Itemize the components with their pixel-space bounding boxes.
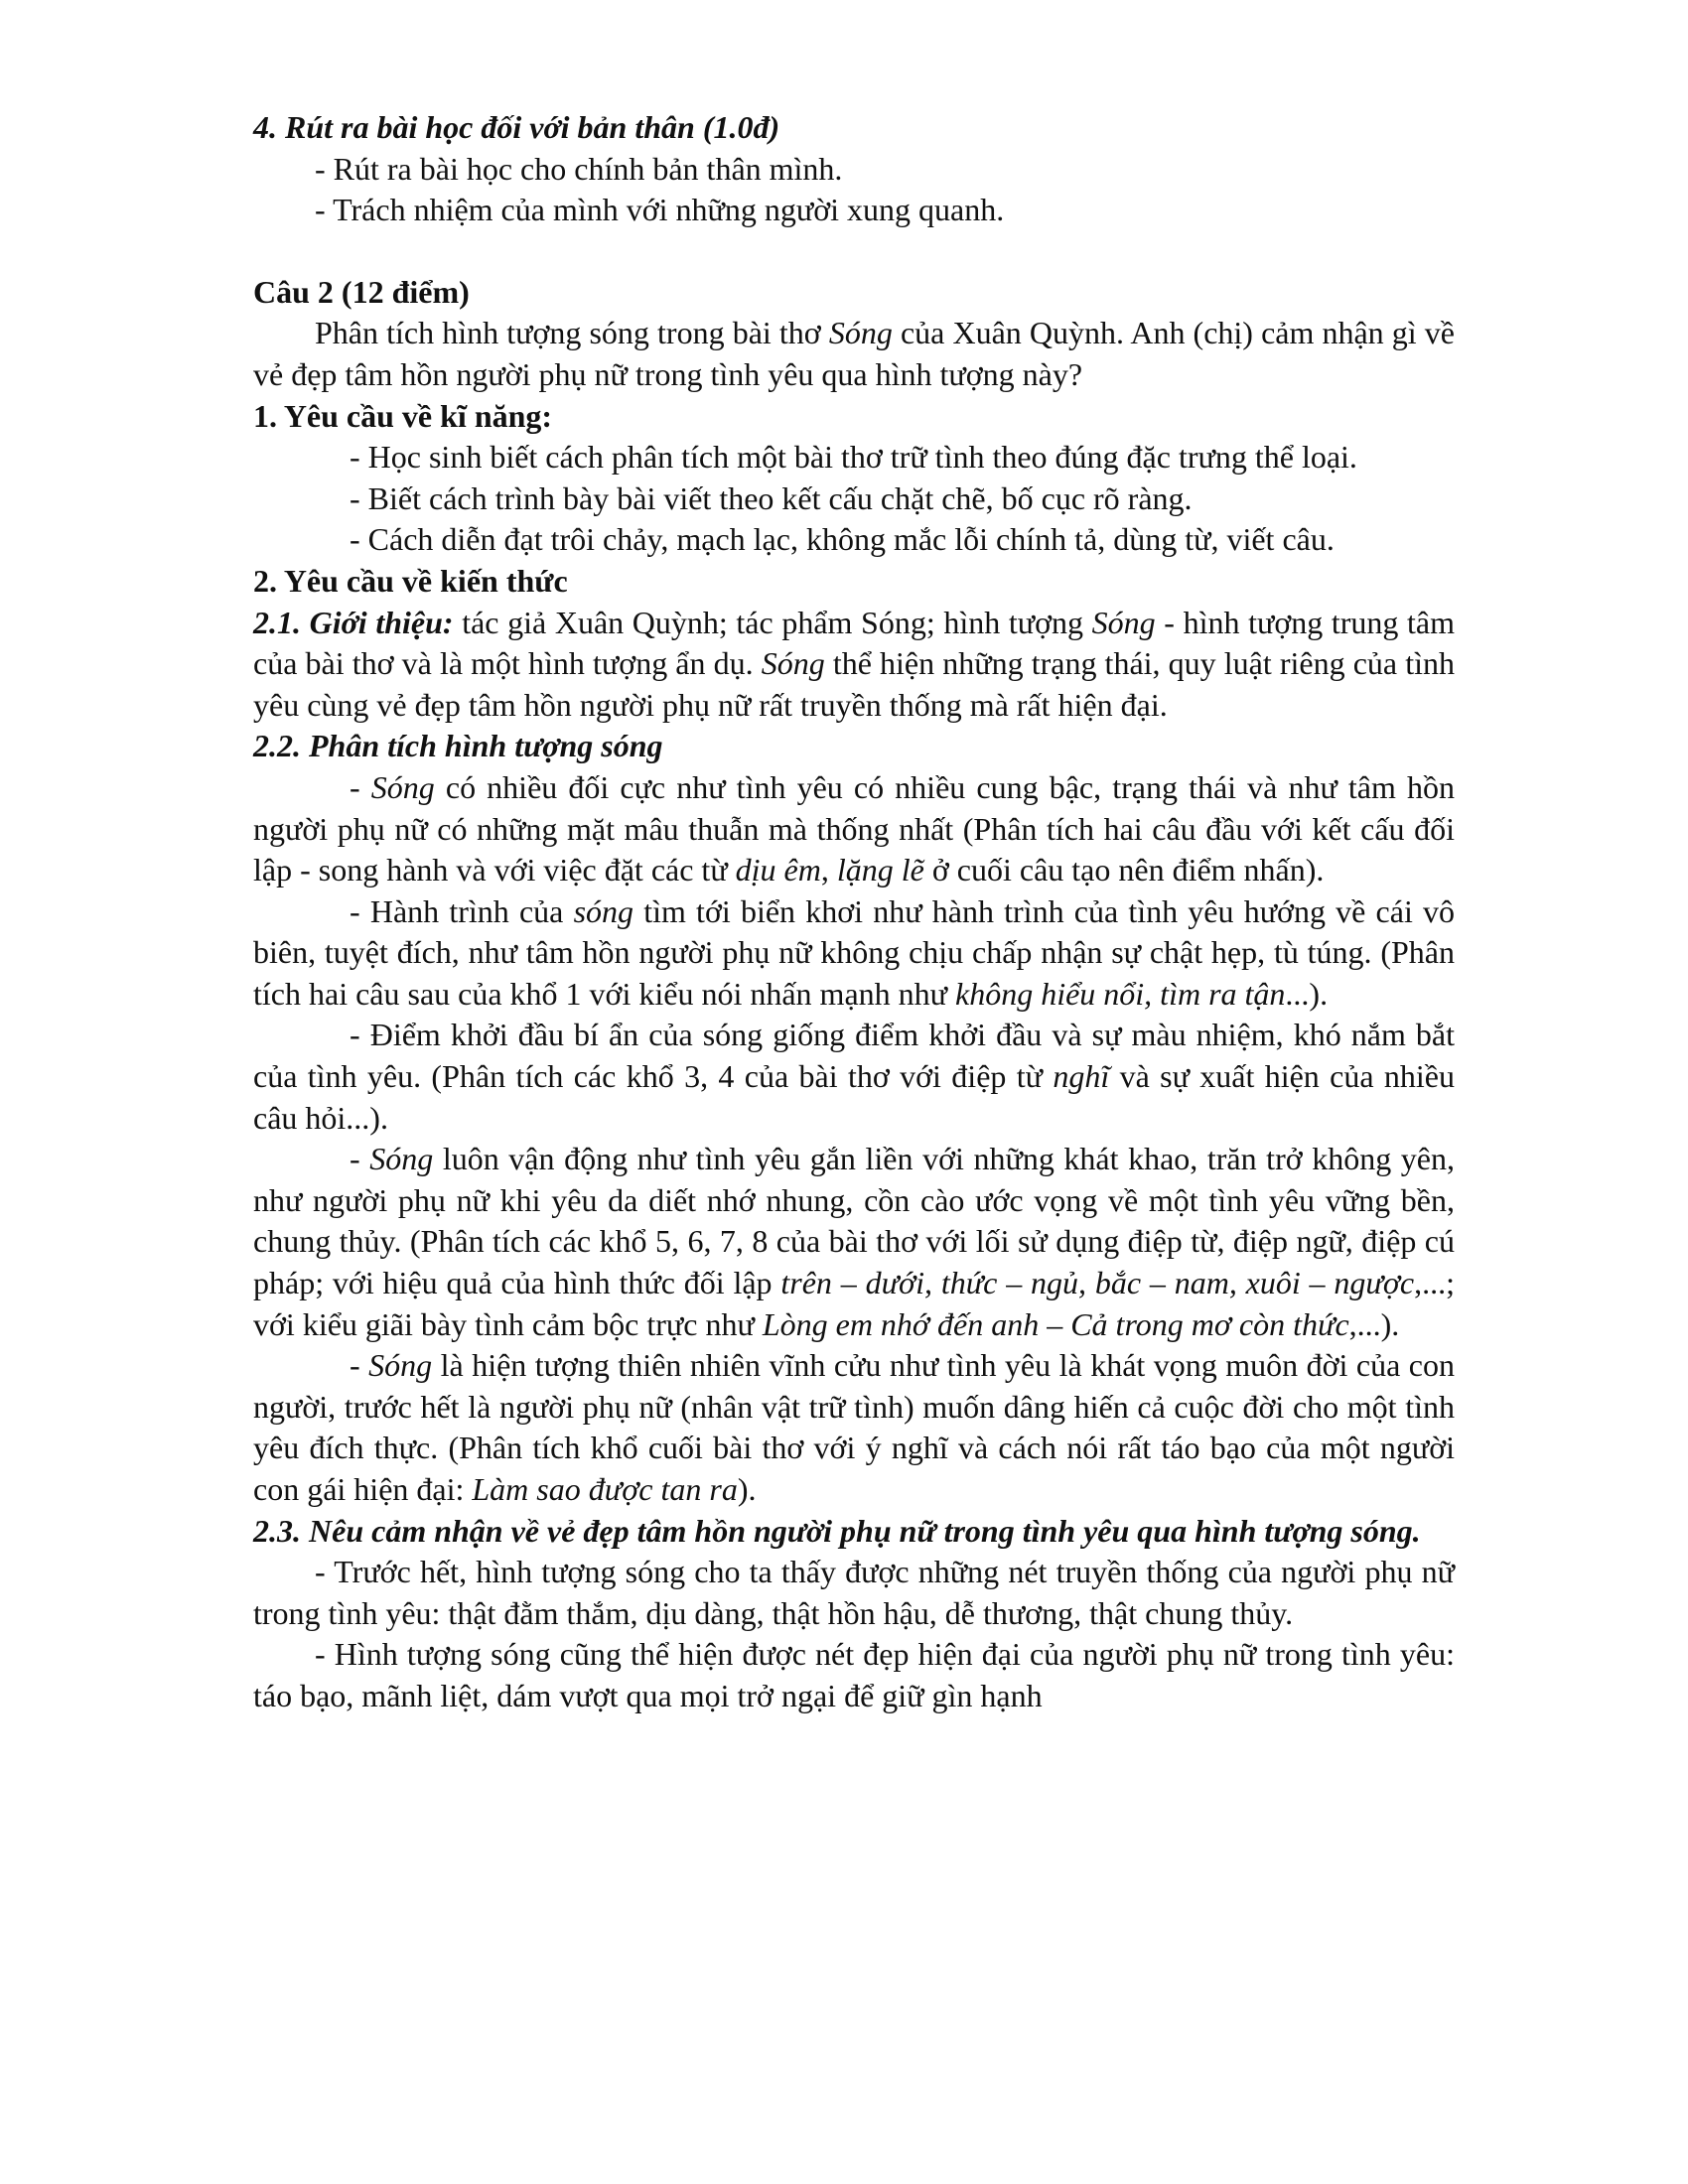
italic-run: sóng bbox=[573, 892, 634, 929]
prompt-text: của Xuân Quỳnh. Anh (chị) cảm nhận gì về vẻ đẹp tâm hồn người phụ nữ trong tình yêu qua hình tượng này? bbox=[253, 315, 1456, 392]
text-run: - Điểm khởi đầu bí ẩn của sóng giống điểm khởi đầu và sự màu nhiệm, khó nắm bắt của tình yêu. (Phân tích các khổ 3, 4 của bài thơ với điệp từ bbox=[253, 1017, 1455, 1095]
skills-item-1: - Học sinh biết cách phân tích một bài thơ trữ tình theo đúng đặc trưng thể loại. bbox=[350, 439, 1357, 476]
prompt-poem-title: Sóng bbox=[828, 315, 893, 351]
analysis-point-5 bbox=[253, 1345, 1455, 1510]
question-2-prompt bbox=[253, 313, 1455, 395]
feel-title: 2.3. Nêu cảm nhận về vẻ đẹp tâm hồn người phụ nữ trong tình yêu qua hình tượng sóng. bbox=[253, 1512, 1421, 1549]
skills-item-3: - Cách diễn đạt trôi chảy, mạch lạc, không mắc lỗi chính tả, dùng từ, viết câu. bbox=[350, 521, 1335, 558]
italic-run: lặng lẽ bbox=[836, 852, 924, 888]
intro-italic: Sóng bbox=[761, 645, 825, 682]
intro-label: 2.1. Giới thiệu: bbox=[253, 604, 454, 640]
italic-run: nghĩ bbox=[1053, 1058, 1110, 1095]
italic-run: Làm sao được tan ra bbox=[472, 1471, 738, 1507]
italic-run: không hiểu nổi, tìm ra tận bbox=[954, 975, 1286, 1012]
analysis-point-2 bbox=[253, 891, 1455, 1016]
feel-point-2: - Hình tượng sóng cũng thể hiện được nét đẹp hiện đại của người phụ nữ trong tình yêu: táo bạo, mãnh liệt, dám vượt qua mọi trở ngại để giữ gìn hạnh bbox=[253, 1636, 1455, 1713]
analysis-title: 2.2. Phân tích hình tượng sóng bbox=[253, 728, 663, 764]
knowledge-title: 2. Yêu cầu về kiến thức bbox=[253, 562, 568, 599]
analysis-point-3 bbox=[253, 1015, 1455, 1139]
prompt-text: Phân tích hình tượng sóng trong bài thơ bbox=[315, 315, 829, 351]
feel-point-1: - Trước hết, hình tượng sóng cho ta thấy được những nét truyền thống của người phụ nữ trong tình yêu: thật đằm thắm, dịu dàng, thật hồn hậu, dễ thương, thật chung thủy. bbox=[253, 1554, 1455, 1631]
intro-text: thể hiện những trạng thái, quy luật riêng của tình yêu cùng vẻ đẹp tâm hồn người phụ nữ rất truyền thống mà rất hiện đại. bbox=[253, 645, 1456, 723]
italic-run: trên – dưới, thức – ngủ, bắc – nam, xuôi – ngược bbox=[780, 1265, 1415, 1301]
text-run: ...). bbox=[1285, 975, 1329, 1012]
section-4-item-1: - Rút ra bài học cho chính bản thân mình. bbox=[315, 150, 843, 187]
intro-text: - hình tượng trung tâm của bài thơ và là một hình tượng ẩn dụ. bbox=[253, 604, 1456, 682]
text-run: - bbox=[350, 1141, 370, 1177]
skills-item-2: - Biết cách trình bày bài viết theo kết cấu chặt chẽ, bố cục rõ ràng. bbox=[350, 479, 1193, 516]
knowledge-intro bbox=[253, 603, 1455, 727]
text-run: - Hành trình của bbox=[350, 892, 574, 929]
analysis-point-1 bbox=[253, 767, 1455, 891]
intro-italic: Sóng bbox=[1091, 604, 1156, 640]
analysis-point-4 bbox=[253, 1139, 1455, 1345]
skills-title: 1. Yêu cầu về kĩ năng: bbox=[253, 397, 553, 434]
text-run: - bbox=[350, 768, 371, 805]
text-run: có nhiều đối cực như tình yêu có nhiều cung bậc, trạng thái và như tâm hồn người phụ nữ có những mặt mâu thuẫn mà thống nhất (Phân tích hai câu đầu với kết cấu đối lập - song hành và với việc đặt các từ bbox=[253, 768, 1456, 888]
text-run: và sự xuất hiện của nhiều câu hỏi...). bbox=[253, 1058, 1456, 1136]
document-page bbox=[253, 107, 1455, 1717]
text-run: ). bbox=[737, 1471, 757, 1507]
text-run: luôn vận động như tình yêu gắn liền với những khát khao, trăn trở không yên, như người phụ nữ khi yêu da diết nhớ nhung, cồn cào ước vọng về một tình yêu vững bền, chung thủy. (Phân tích các khổ 5, 6, 7, 8 của bài thơ với lối sử dụng điệp từ, điệp ngữ, điệp cú pháp; với hiệu quả của hình thức đối lập bbox=[253, 1141, 1456, 1301]
text-run: là hiện tượng thiên nhiên vĩnh cửu như tình yêu là khát vọng muôn đời của con người, trước hết là người phụ nữ (nhân vật trữ tình) muốn dâng hiến cả cuộc đời cho một tình yêu đích thực. (Phân tích khổ cuối bài thơ với ý nghĩ và cách nói rất táo bạo của một người con gái hiện đại: bbox=[253, 1347, 1456, 1507]
intro-text: tác giả Xuân Quỳnh; tác phẩm Sóng; hình tượng bbox=[453, 604, 1092, 640]
section-4-title: 4. Rút ra bài học đối với bản thân (1.0đ) bbox=[253, 109, 780, 145]
italic-run: Sóng bbox=[370, 768, 435, 805]
spacer bbox=[253, 231, 1455, 272]
italic-run: dịu êm bbox=[735, 852, 821, 888]
text-run: ở cuối câu tạo nên điểm nhấn). bbox=[923, 852, 1325, 888]
section-4-item-2: - Trách nhiệm của mình với những người xung quanh. bbox=[315, 192, 1005, 228]
question-2-title: Câu 2 (12 điểm) bbox=[253, 273, 470, 310]
italic-run: Sóng bbox=[369, 1141, 434, 1177]
italic-run: Lòng em nhớ đến anh – Cả trong mơ còn thức bbox=[762, 1305, 1349, 1342]
text-run: - bbox=[350, 1347, 369, 1384]
italic-run: Sóng bbox=[368, 1347, 433, 1384]
text-run: ,...). bbox=[1348, 1305, 1400, 1342]
text-run: tìm tới biển khơi như hành trình của tình yêu hướng về cái vô biên, tuyệt đích, như tâm hồn người phụ nữ không chịu chấp nhận sự chật hẹp, tù túng. (Phân tích hai câu sau của khổ 1 với kiểu nói nhấn mạnh như bbox=[253, 892, 1456, 1012]
text-run: ,...; với kiểu giãi bày tình cảm bộc trực như bbox=[253, 1265, 1456, 1342]
text-run: , bbox=[820, 852, 837, 888]
